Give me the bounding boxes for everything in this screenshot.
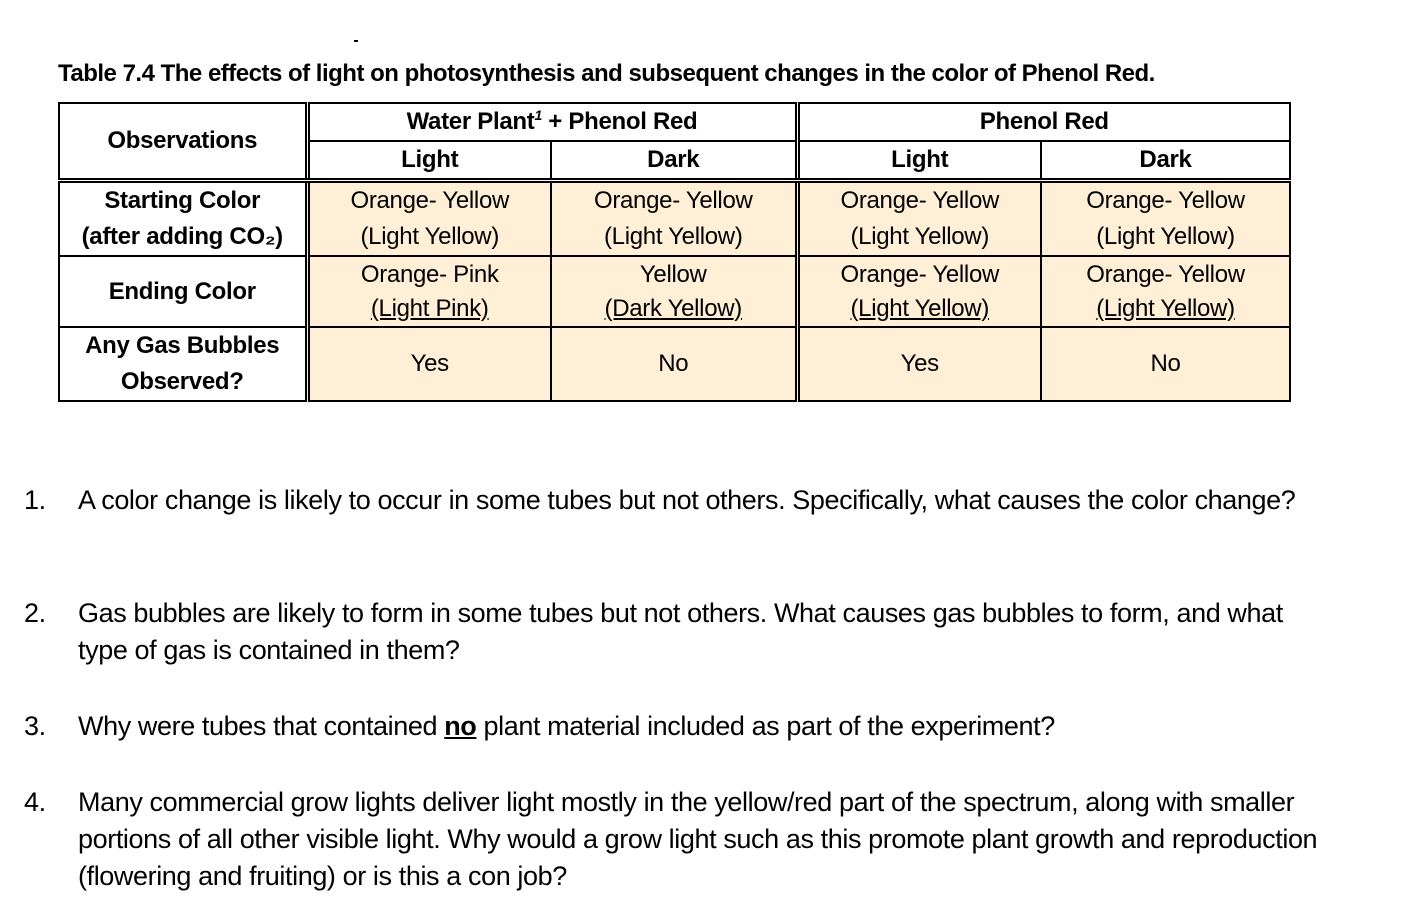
table-cell: Orange- Yellow (Light Yellow) (551, 181, 797, 257)
question-item (24, 482, 1384, 519)
table-row (59, 181, 1290, 257)
observations-table (58, 102, 1291, 402)
table-cell: No (1041, 327, 1290, 401)
water-plant-group-header: Water Plant$^1$ + Phenol Red (307, 103, 797, 141)
question-text: A color change is likely to occur in some tubes but not others. Specifically, what causes the color change? (78, 485, 1296, 515)
question-number: 4. (24, 787, 46, 817)
table-cell: Orange- Yellow (Light Yellow) (1041, 256, 1290, 327)
table-cell: Orange- Yellow (Light Yellow) (797, 256, 1041, 327)
question-text: Why were tubes that contained no plant material included as part of the experiment? (78, 711, 1055, 741)
row-label-starting-color: Starting Color (after adding CO₂) (59, 181, 307, 257)
question-text: Many commercial grow lights deliver light mostly in the yellow/red part of the spectrum, along with smaller portions of all other visible light. Why would a grow light such as this promote plant growth and reproduction (flowering and fruiting) or is this a con job? (78, 787, 1318, 891)
table-row (59, 256, 1290, 327)
observations-header: Observations (59, 103, 307, 181)
light-header-2: Light (797, 141, 1041, 181)
table-cell: Orange- Yellow (Light Yellow) (1041, 181, 1290, 257)
table-cell: Orange- Pink (Light Pink) (307, 256, 551, 327)
table-caption: Table 7.4 The effects of light on photosynthesis and subsequent changes in the color of Phenol Red. (58, 60, 1155, 87)
question-number: 3. (24, 711, 46, 741)
question-number: 2. (24, 598, 46, 628)
stray-mark (354, 40, 358, 42)
table-cell: Yes (307, 327, 551, 401)
row-label-gas-bubbles: Any Gas Bubbles Observed? (59, 327, 307, 401)
table-cell: Orange- Yellow (Light Yellow) (797, 181, 1041, 257)
question-item (24, 708, 1384, 745)
row-label-ending-color: Ending Color (59, 256, 307, 327)
dark-header-1: Dark (551, 141, 797, 181)
question-item (24, 784, 1384, 895)
table-cell: No (551, 327, 797, 401)
question-text: Gas bubbles are likely to form in some tubes but not others. What causes gas bubbles to form, and what type of gas is contained in them? (78, 598, 1283, 665)
table-cell: Orange- Yellow (Light Yellow) (307, 181, 551, 257)
emphasis-no: no (444, 711, 477, 741)
table-cell: Yellow (Dark Yellow) (551, 256, 797, 327)
question-number: 1. (24, 485, 46, 515)
table-cell: Yes (797, 327, 1041, 401)
table-row (59, 327, 1290, 401)
light-header-1: Light (307, 141, 551, 181)
phenol-red-group-header: Phenol Red (797, 103, 1290, 141)
dark-header-2: Dark (1041, 141, 1290, 181)
question-item (24, 595, 1384, 669)
